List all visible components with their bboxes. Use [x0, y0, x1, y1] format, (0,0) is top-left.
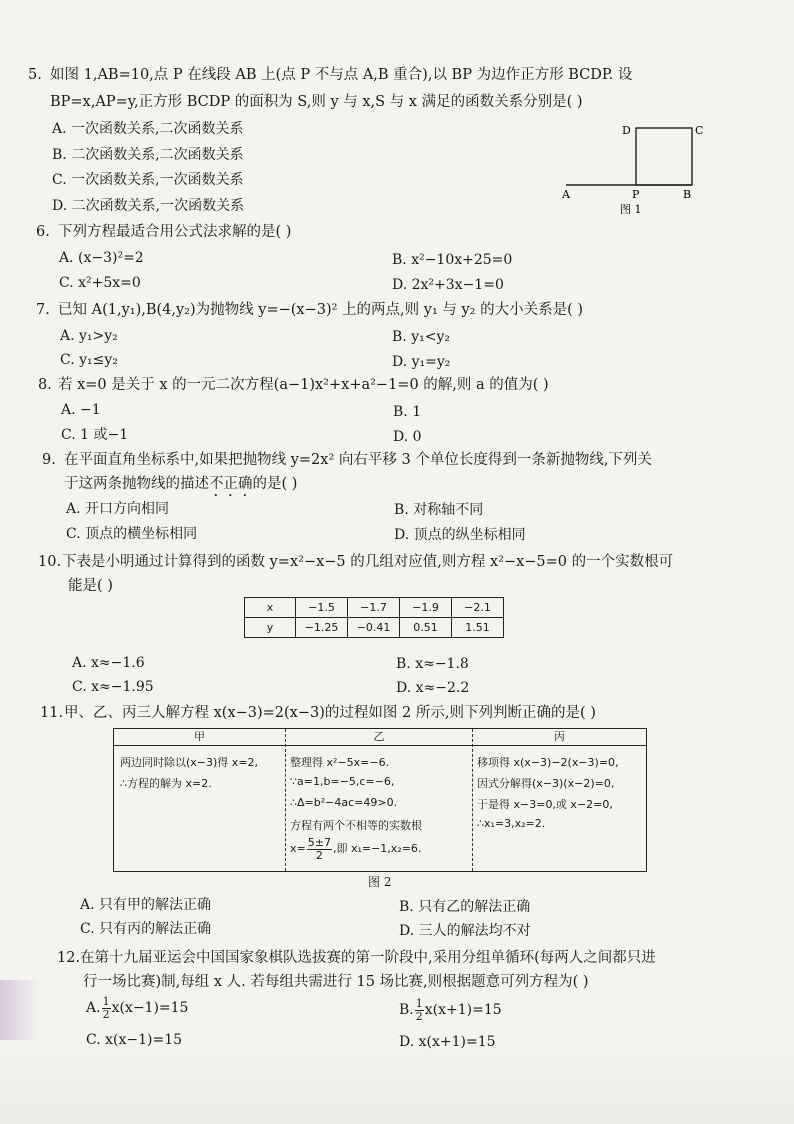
figure-1-caption: 图 1	[620, 203, 642, 216]
q8-stem: 若 x=0 是关于 x 的一元二次方程(a−1)x²+x+a²−1=0 的解,则 a 的值为( )	[58, 377, 549, 393]
bing-line: 移项得 x(x−3)−2(x−3)=0,	[477, 756, 619, 769]
q7-stem: 已知 A(1,y₁),B(4,y₂)为抛物线 y=−(x−3)² 上的两点,则 y₁ 与 y₂ 的大小关系是( )	[58, 302, 584, 318]
table-cell: −1.5	[296, 598, 348, 618]
q7-number: 7.	[36, 302, 50, 318]
q10-stem-line2: 能是( )	[68, 578, 113, 594]
q12-option-c: C. x(x−1)=15	[86, 1032, 183, 1048]
q10-option-c: C. x≈−1.95	[72, 679, 154, 695]
table-cell: −1.25	[296, 618, 348, 638]
square-bcdp	[636, 128, 692, 185]
q9-option-d: D. 顶点的纵坐标相同	[394, 527, 526, 543]
solution-bing	[477, 746, 643, 871]
q12-number: 12.	[57, 950, 81, 966]
q7-option-c: C. y₁≤y₂	[60, 352, 118, 368]
q8-option-a: A. −1	[61, 402, 101, 418]
q6-stem: 下列方程最适合用公式法求解的是( )	[58, 224, 292, 240]
q12-stem-line1: 在第十九届亚运会中国国家象棋队选拔赛的第一阶段中,采用分组单循环(每两人之间都只进	[80, 950, 656, 966]
q8-option-d: D. 0	[393, 429, 422, 445]
figure-2-caption: 图 2	[368, 875, 392, 889]
q10-stem-line1: 下表是小明通过计算得到的函数 y=x²−x−5 的几组对应值,则方程 x²−x−5=0 的一个实数根可	[62, 554, 674, 570]
table-cell: −0.41	[348, 618, 400, 638]
table-cell: 0.51	[400, 618, 452, 638]
q9-emphasis: 不正确	[209, 476, 253, 492]
header-jia: 甲	[114, 729, 285, 746]
q7-option-a: A. y₁>y₂	[60, 328, 118, 344]
jia-line: 两边同时除以(x−3)得 x=2,	[120, 756, 259, 769]
q9-number: 9.	[42, 452, 56, 468]
yi-line: 整理得 x²−5x=−6.	[290, 756, 390, 769]
y-header: y	[245, 618, 296, 638]
q11-number: 11.	[40, 705, 64, 721]
q10-number: 10.	[38, 554, 62, 570]
q10-option-b: B. x≈−1.8	[396, 656, 469, 672]
label-d: D	[622, 124, 631, 137]
q6-option-c: C. x²+5x=0	[59, 275, 141, 291]
column-divider	[472, 729, 473, 871]
q7-option-b: B. y₁<y₂	[392, 329, 450, 345]
q6-option-b: B. x²−10x+25=0	[392, 252, 513, 268]
label-a: A	[562, 188, 570, 201]
q11-option-c: C. 只有丙的解法正确	[80, 921, 212, 937]
q6-number: 6.	[36, 224, 50, 240]
q5-number: 5.	[28, 67, 42, 83]
q5-stem-line1: 如图 1,AB=10,点 P 在线段 AB 上(点 P 不与点 A,B 重合),以 BP 为边作正方形 BCDP. 设	[50, 67, 633, 83]
q9-stem-line1: 在平面直角坐标系中,如果把抛物线 y=2x² 向右平移 3 个单位长度得到一条新抛物线,下列关	[64, 452, 652, 468]
yi-line: 方程有两个不相等的实数根	[290, 819, 422, 832]
q11-option-a: A. 只有甲的解法正确	[80, 897, 212, 913]
table-cell: −1.9	[400, 598, 452, 618]
q6-option-d: D. 2x²+3x−1=0	[392, 277, 504, 293]
table-row	[245, 598, 504, 618]
q12-option-d: D. x(x+1)=15	[399, 1034, 496, 1050]
yi-line: ∴Δ=b²−4ac=49>0.	[290, 796, 398, 809]
q8-option-c: C. 1 或−1	[61, 427, 129, 443]
yi-line: ∵a=1,b=−5,c=−6,	[290, 775, 395, 788]
jia-line: ∴方程的解为 x=2.	[120, 777, 212, 790]
q12-stem-line2: 行一场比赛)制,每组 x 人. 若每组共需进行 15 场比赛,则根据题意可列方程为( )	[83, 974, 589, 990]
table-cell: −2.1	[452, 598, 504, 618]
scan-artifact	[0, 980, 40, 1040]
q5-option-d: D. 二次函数关系,一次函数关系	[52, 198, 245, 214]
q12-option-b: B. $\frac{1}{2}$ x(x+1)=15	[399, 997, 502, 1023]
q9-stem-line2: 于这两条抛物线的描述不正确的是( )	[64, 476, 298, 492]
table-row	[245, 618, 504, 638]
q5-option-c: C. 一次函数关系,一次函数关系	[52, 172, 244, 188]
solution-jia	[118, 746, 283, 871]
label-p: P	[632, 188, 640, 201]
q5-option-a: A. 一次函数关系,二次函数关系	[52, 121, 244, 137]
q9-option-c: C. 顶点的横坐标相同	[66, 526, 198, 542]
figure-1-square-diagram	[556, 118, 716, 218]
table-cell: 1.51	[452, 618, 504, 638]
q8-option-b: B. 1	[393, 404, 422, 420]
label-c: C	[695, 124, 704, 137]
x-header: x	[245, 598, 296, 618]
q11-stem: 甲、乙、丙三人解方程 x(x−3)=2(x−3)的过程如图 2 所示,则下列判断正确的是( )	[64, 705, 596, 721]
q9-option-a: A. 开口方向相同	[66, 501, 170, 517]
q10-option-a: A. x≈−1.6	[72, 655, 145, 671]
scan-footer-shade	[0, 1040, 794, 1124]
q11-option-b: B. 只有乙的解法正确	[399, 899, 531, 915]
header-bing: 丙	[473, 729, 646, 746]
solution-yi	[290, 746, 470, 871]
q5-stem-line2: BP=x,AP=y,正方形 BCDP 的面积为 S,则 y 与 x,S 与 x 满足的函数关系分别是( )	[50, 94, 583, 110]
bing-line: ∴x₁=3,x₂=2.	[477, 817, 546, 830]
label-b: B	[683, 188, 692, 201]
q8-number: 8.	[38, 377, 52, 393]
column-divider	[285, 729, 286, 871]
q10-value-table	[244, 597, 504, 638]
table-cell: −1.7	[348, 598, 400, 618]
q9-option-b: B. 对称轴不同	[394, 502, 484, 518]
q6-option-a: A. (x−3)²=2	[59, 250, 144, 266]
figure-2-solutions-box	[113, 728, 647, 872]
header-yi: 乙	[286, 729, 472, 746]
q7-option-d: D. y₁=y₂	[392, 354, 451, 370]
yi-line-formula: x= $\frac{5\pm 7}{2}$ ,即 x₁=−1,x₂=6.	[290, 836, 422, 862]
q10-option-d: D. x≈−2.2	[396, 680, 470, 696]
q12-option-a: A. $\frac{1}{2}$ x(x−1)=15	[86, 995, 189, 1021]
bing-line: 因式分解得(x−3)(x−2)=0,	[477, 777, 615, 790]
bing-line: 于是得 x−3=0,或 x−2=0,	[477, 798, 613, 811]
q5-option-b: B. 二次函数关系,二次函数关系	[52, 147, 244, 163]
q11-option-d: D. 三人的解法均不对	[399, 923, 531, 939]
